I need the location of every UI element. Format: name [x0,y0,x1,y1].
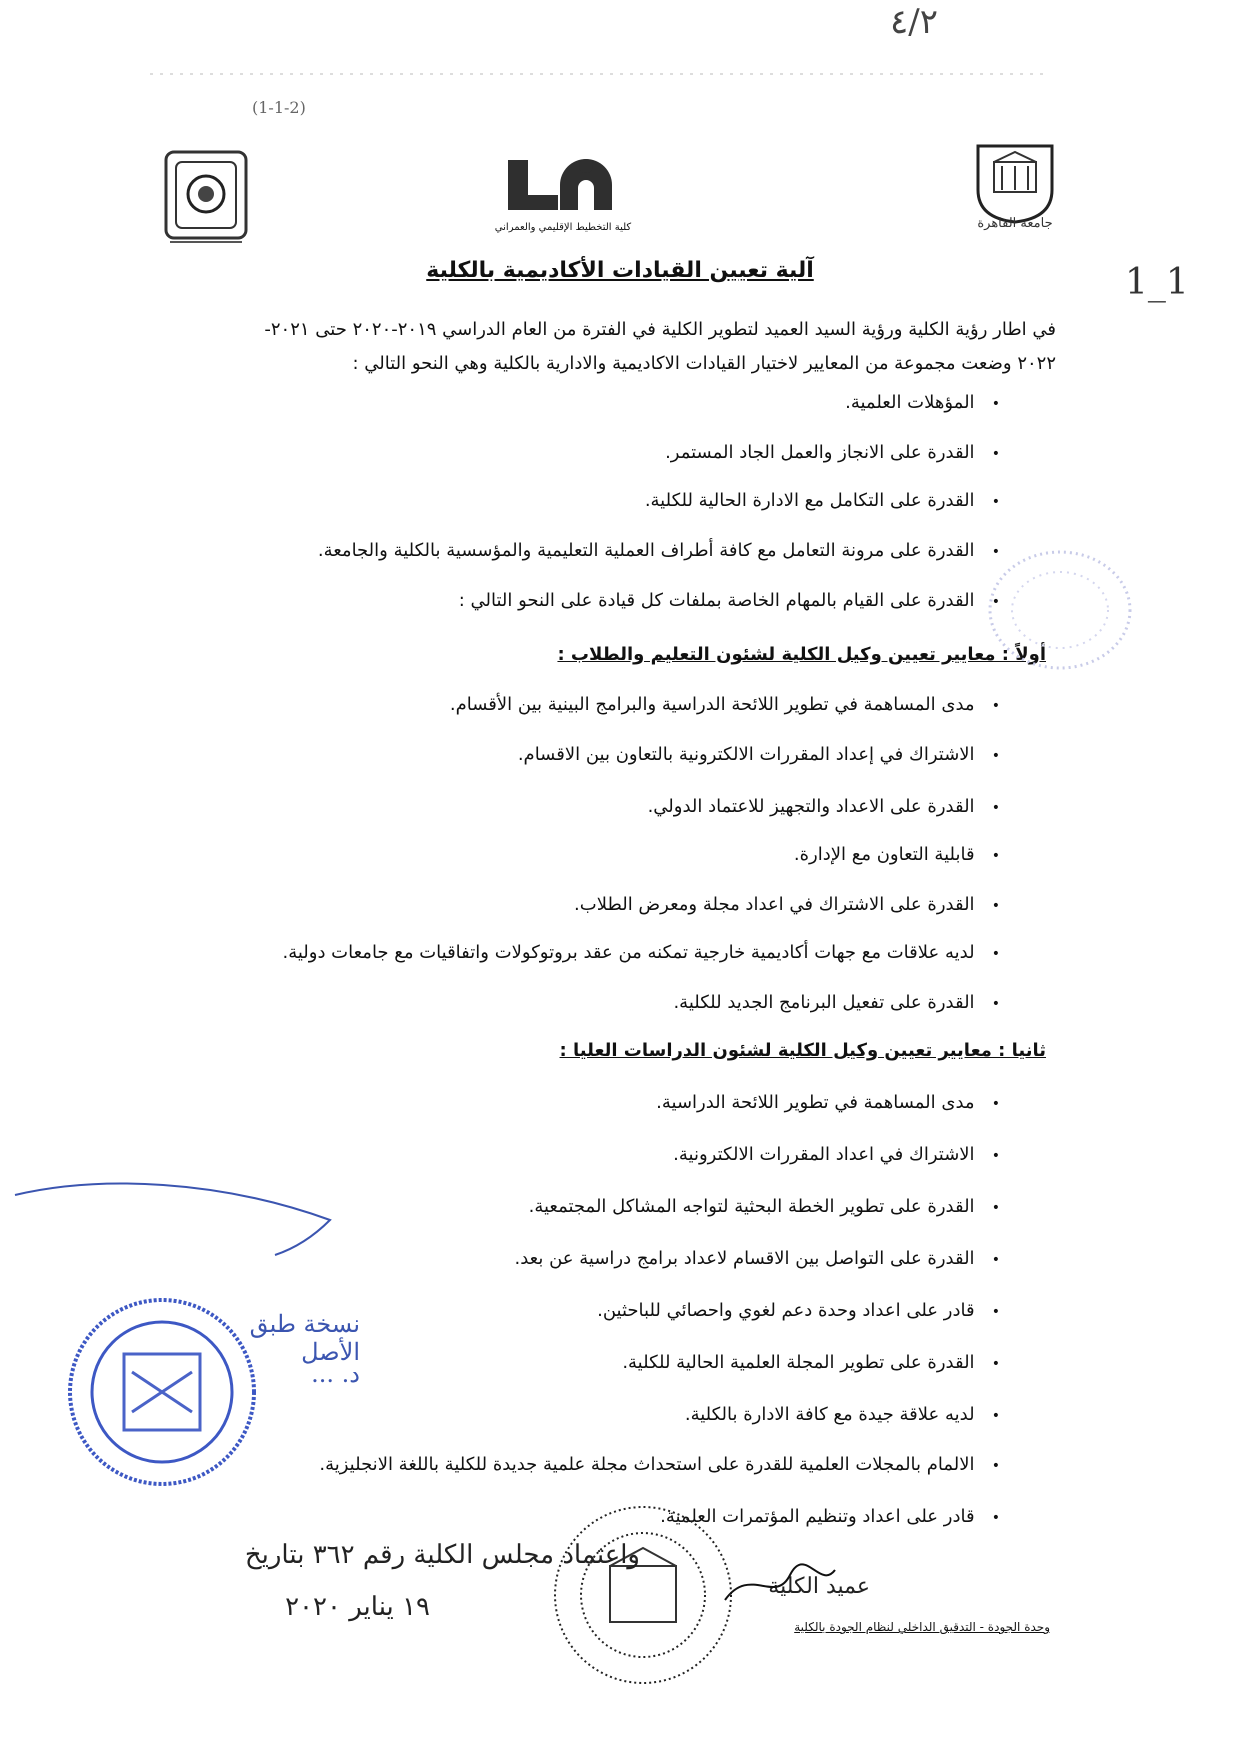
list-item-text: قادر على اعداد وحدة دعم لغوي واحصائي للباحثين. [597,1300,975,1321]
list-item [200,490,1000,511]
document-code-right: 1_1 [1125,262,1189,303]
bullet-icon: • [991,698,1000,714]
bullet-icon: • [991,1356,1000,1372]
bullet-icon: • [991,1252,1000,1268]
document-title: آلية تعيين القيادات الأكاديمية بالكلية [426,258,814,283]
bullet-icon: • [991,594,1000,610]
bullet-icon: • [991,1200,1000,1216]
list-item-text: لديه علاقات مع جهات أكاديمية خارجية تمكنه من عقد بروتوكولات واتفاقيات مع جامعات دولية. [282,942,975,963]
bullet-icon: • [991,1510,1000,1526]
list-item [200,694,1000,715]
list-item [200,796,1000,817]
list-item-text: القدرة على تفعيل البرنامج الجديد للكلية. [673,992,975,1013]
section-1-title: أولاً : معايير تعيين وكيل الكلية لشئون التعليم والطلاب : [557,644,1046,665]
list-item-text: القدرة على تطوير المجلة العلمية الحالية للكلية. [622,1352,975,1373]
list-item [200,392,1000,413]
list-item-text: القدرة على القيام بالمهام الخاصة بملفات كل قيادة على النحو التالي : [458,590,975,611]
list-item [200,844,1000,865]
list-item-text: القدرة على الانجاز والعمل الجاد المستمر. [665,442,975,463]
handwritten-name-note: د. ... [311,1360,360,1388]
list-item [200,992,1000,1013]
footer-quality-unit: وحدة الجودة - التدقيق الداخلي لنظام الجودة بالكلية [794,1620,1050,1634]
bullet-icon: • [991,748,1000,764]
bullet-icon: • [991,446,1000,462]
page-number-handwritten: ٤/٢ [890,2,938,42]
bullet-icon: • [991,494,1000,510]
list-item [200,744,1000,765]
document-code-left: (1-1-2) [252,98,306,117]
intro-line-1: في اطار رؤية الكلية ورؤية السيد العميد لتطوير الكلية في الفترة من العام الدراسي ٢٠١٩-٢٠٢٠ حتى ٢٠٢١- [264,319,1056,340]
faint-stamp-right-icon [980,540,1140,680]
bullet-icon: • [991,946,1000,962]
handwritten-copy-note: نسخة طبق الأصل [249,1310,360,1366]
list-item [200,942,1000,963]
list-item-text: مدى المساهمة في تطوير اللائحة الدراسية والبرامج البينية بين الأقسام. [449,694,975,715]
blue-pen-stroke [10,1170,350,1260]
list-item [200,1404,1000,1425]
bullet-icon: • [991,848,1000,864]
dean-signature: عميد الكلية [768,1574,870,1599]
university-logo-icon [972,140,1058,224]
list-item-text: لديه علاقة جيدة مع كافة الادارة بالكلية. [684,1404,975,1425]
list-item-text: المؤهلات العلمية. [845,392,975,413]
bullet-icon: • [991,1148,1000,1164]
bullet-icon: • [991,800,1000,816]
black-stamp-icon [548,1500,738,1690]
list-item-text: الالمام بالمجلات العلمية للقدرة على استحداث مجلة علمية جديدة للكلية باللغة الانجليزية. [319,1454,975,1475]
list-item [200,540,1000,561]
bullet-icon: • [991,1458,1000,1474]
faculty-logo-caption: كلية التخطيط الإقليمي والعمراني [494,222,632,233]
list-item-text: القدرة على الاعداد والتجهيز للاعتماد الدولي. [647,796,975,817]
list-item [200,442,1000,463]
list-item [200,1144,1000,1165]
bullet-icon: • [991,544,1000,560]
approval-handwriting: واعتماد مجلس الكلية رقم ٣٦٢ بتاريخ [244,1540,640,1570]
intro-line-2: ٢٠٢٢ وضعت مجموعة من المعايير لاختيار القيادات الاكاديمية والادارية بالكلية وهي النحو التالي : [352,353,1056,374]
bullet-icon: • [991,898,1000,914]
left-logo-icon [160,148,252,248]
approval-date-handwriting: ١٩ يناير ٢٠٢٠ [285,1592,430,1622]
list-item-text: مدى المساهمة في تطوير اللائحة الدراسية. [656,1092,975,1113]
faculty-logo-icon [498,140,628,220]
list-item-text: الاشتراك في اعداد المقررات الالكترونية. [673,1144,975,1165]
list-item [200,590,1000,611]
list-item [200,894,1000,915]
university-logo-caption: جامعة القاهرة [977,216,1053,231]
section-2-title: ثانيا : معايير تعيين وكيل الكلية لشئون الدراسات العليا : [559,1040,1046,1061]
list-item-text: قادر على اعداد وتنظيم المؤتمرات العلمية. [660,1506,975,1527]
list-item-text: الاشتراك في إعداد المقررات الالكترونية بالتعاون بين الاقسام. [517,744,975,765]
list-item [200,1092,1000,1113]
list-item [200,1454,1000,1475]
bullet-icon: • [991,1304,1000,1320]
list-item-text: القدرة على مرونة التعامل مع كافة أطراف العملية التعليمية والمؤسسية بالكلية والجامعة. [317,540,975,561]
list-item-text: القدرة على التكامل مع الادارة الحالية للكلية. [644,490,975,511]
bullet-icon: • [991,1096,1000,1112]
list-item-text: القدرة على الاشتراك في اعداد مجلة ومعرض الطلاب. [574,894,975,915]
bullet-icon: • [991,396,1000,412]
signature-stroke [720,1560,840,1610]
bullet-icon: • [991,996,1000,1012]
list-item-text: قابلية التعاون مع الإدارة. [793,844,975,865]
bullet-icon: • [991,1408,1000,1424]
list-item-text: القدرة على التواصل بين الاقسام لاعداد برامج دراسية عن بعد. [514,1248,975,1269]
scan-line [150,72,1050,76]
list-item-text: القدرة على تطوير الخطة البحثية لتواجه المشاكل المجتمعية. [528,1196,975,1217]
